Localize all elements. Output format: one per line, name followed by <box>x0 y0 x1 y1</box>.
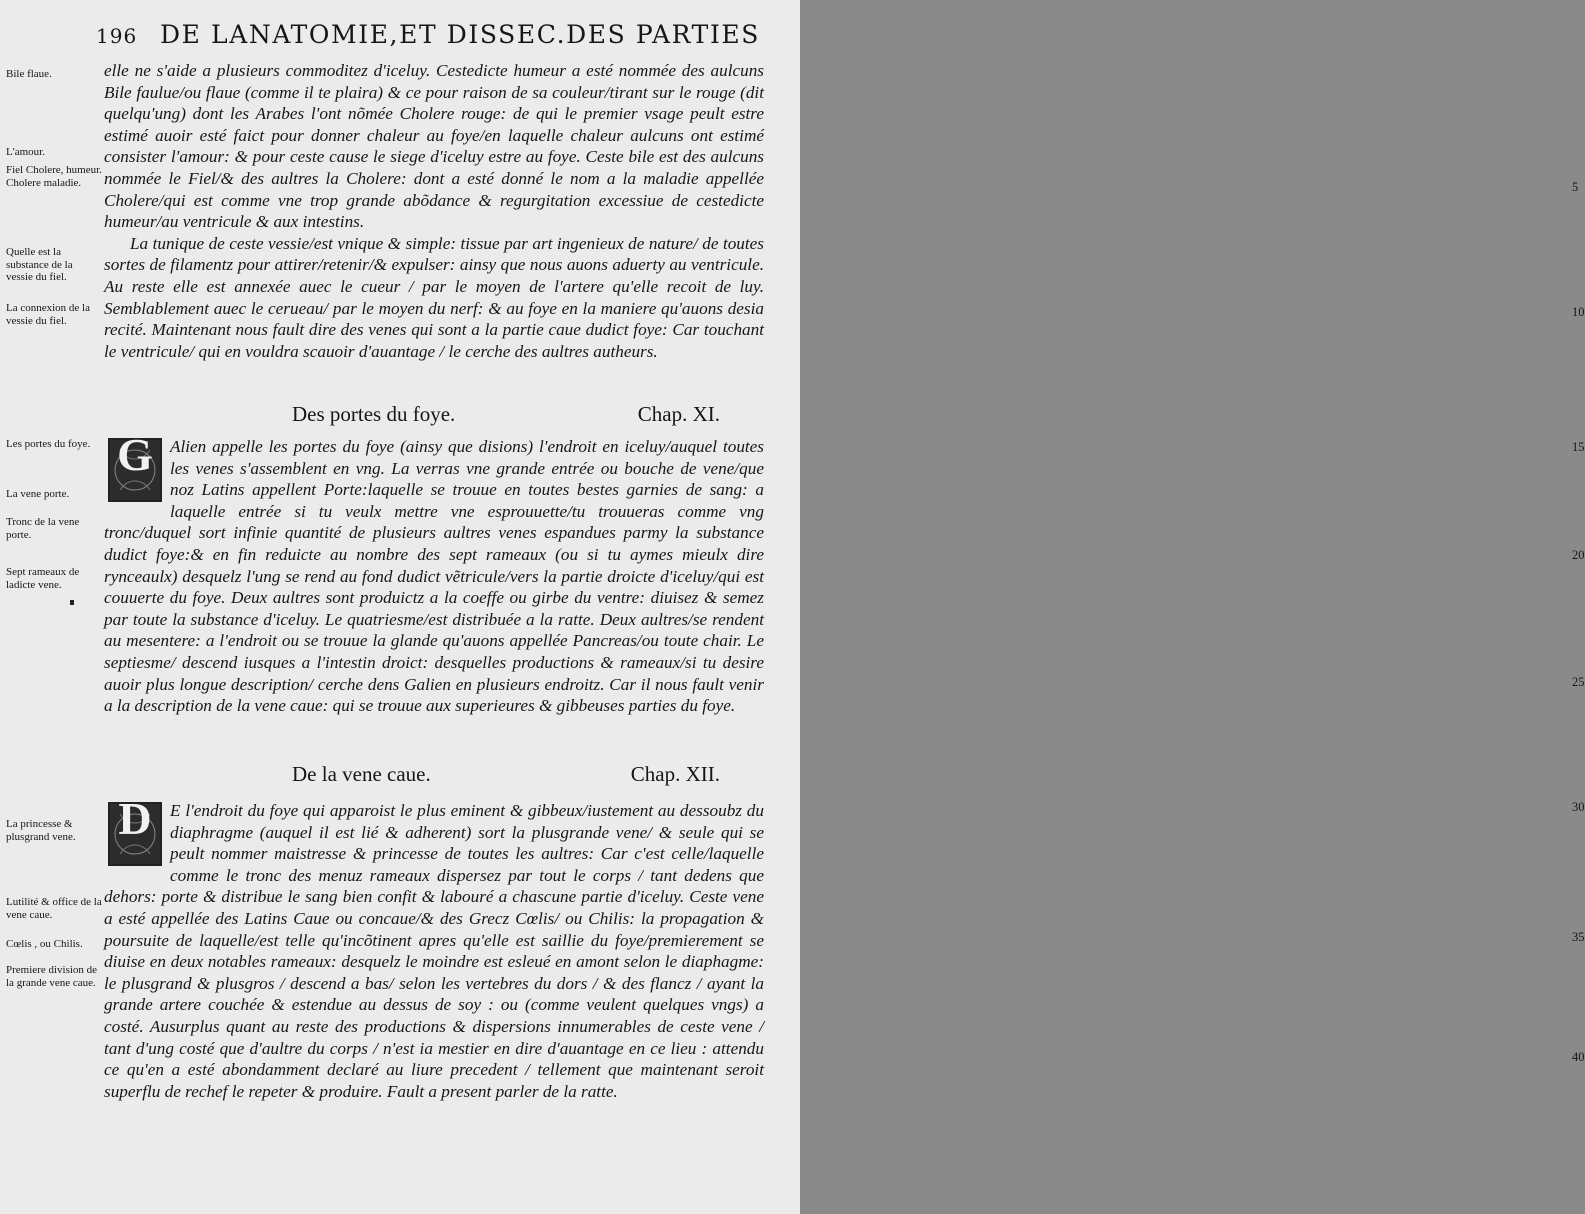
chapter-12-heading <box>104 762 764 788</box>
margin-note: Bile flaue. <box>6 68 52 80</box>
line-number: 25 <box>1572 675 1585 689</box>
margin-note: Premiere division de la grande vene caue. <box>6 964 98 989</box>
chapter-title: Des portes du foye. <box>292 402 456 426</box>
paragraph: La tunique de ceste vessie/est vnique & simple: tissue par art ingenieux de nature/ de toutes sortes de filamentz pour attirer/retenir/& expulser: ainsy que nous auons aduerty au ventricule. Au reste elle est annexée auec le cueur / par le moyen de l'artere qu'elle recoit de luy. Semblablement auec le cerueau/ par le moyen du nerf: & au foye en la maniere qu'auons desia recité. Maintenant nous fault dire des venes qui sont a la partie caue dudict foye: Car touchant le ventricule/ qui en vouldra scauoir d'auantage / le cerche des aultres autheurs. <box>104 233 764 361</box>
page-number: 196 <box>96 24 138 48</box>
line-number: 20 <box>1572 548 1585 562</box>
chapter-11-heading <box>104 402 764 428</box>
line-number: 15 <box>1572 440 1585 454</box>
margin-note: La vene porte. <box>6 488 70 500</box>
initial-letter: G <box>117 429 153 480</box>
initial-letter: D <box>118 793 152 844</box>
ink-speck <box>70 600 74 605</box>
line-number: 40 <box>1572 1050 1585 1064</box>
chapter-label: Chap. XII. <box>630 762 720 786</box>
line-number: 5 <box>1572 180 1579 194</box>
margin-note: Tronc de la vene porte. <box>6 516 80 541</box>
chapter-11-text <box>104 429 764 717</box>
intro-text <box>104 60 764 362</box>
chapter-12-text <box>104 793 764 1102</box>
margin-note: Sept rameaux de ladicte vene. <box>6 566 80 591</box>
running-title: DE LANATOMIE,ET DISSEC.DES PARTIES <box>160 20 760 49</box>
margin-note: Lutilité & office de la vene caue. <box>6 896 102 921</box>
page-header <box>96 18 786 52</box>
decorated-initial-g <box>108 429 162 502</box>
margin-note: Les portes du foye. <box>6 438 91 450</box>
chapter-label: Chap. XI. <box>637 402 720 426</box>
line-number: 30 <box>1572 800 1585 814</box>
chapter-title: De la vene caue. <box>292 762 431 786</box>
margin-note: Fiel Cholere, humeur. Cholere maladie. <box>6 164 102 189</box>
margin-note: La connexion de la vessie du fiel. <box>6 302 90 327</box>
margin-note: Cœlis , ou Chilis. <box>6 938 83 950</box>
margin-note: Quelle est la substance de la vessie du fiel. <box>6 246 73 283</box>
paragraph: E l'endroit du foye qui apparoist le plus eminent & gibbeux/iustement au dessoubz du diaphragme (auquel il est lié & adherent) sort la plusgrande vene/ & seule qui se peult nommer maistresse & princesse de toutes les aultres: Car c'est celle/laquelle comme le tronc des menuz rameaux dispersez par tout le corps / tant dedens que dehors: porte & distribue le sang bien confit & labouré a chascune partie d'iceluy. Ceste vene a esté appellée des Latins Caue ou concaue/& des Grecz Cœlis/ ou Chilis: la propagation & poursuite de laquelle/est telle qu'incõtinent apres qu'elle est saillie du foye/premierement se diuise en deux notables rameaux: desquelz le moindre est esleué en amont selon le diaphagme: le plusgrand & plusgros / descend a bas/ selon les vertebres du dors / & des flancz / ayant la grande artere couchée & estendue au dessus de soy : ou (comme veulent quelques vngs) a costé. Ausurplus quant au reste des productions & dispersions innumerables de ceste vene / tant d'ung costé que d'aultre du corps / n'est ia mestier en dire d'auantage en ce lieu : attendu ce qu'en a esté abondamment declaré au liure precedent / tellement que maintenant seroit superflu de rechef le repeter & produire. Fault a present parler de la ratte. <box>104 801 764 1101</box>
paragraph: Alien appelle les portes du foye (ainsy que disions) l'endroit en iceluy/auquel toutes les venes s'assemblent en vng. La verras vne grande entrée ou bouche de vene/que noz Latins appellent Porte:laquelle se trouue en toutes bestes garnies de sang: a laquelle entrée si tu veulx mettre vne esprouuette/tu trouueras comme vng tronc/duquel sort infinie quantité de plusieurs aultres venes espandues parmy la substance dudict foye:& en fin reduicte au nombre des sept rameaux (ou si tu aymes mieulx dire rynceaulx) desquelz l'ung se rend au fond dudict vẽtricule/vers la partie droicte d'iceluy/qui est couuerte du foye. Deux aultres sont produictz a la coeffe ou girbe du ventre: diuisez & semez par toute la substance d'iceluy. Le quatriesme/est distribuée a la ratte. Deux aultres/se rendent au mesentere: a l'endroit ou se trouue la glande qu'auons appellée Pancreas/ou toute chair. Le septiesme/ descend iusques a l'intestin droict: desquelles productions & rameaux/si tu desire auoir plus longue description/ cerche dens Galien en plusieurs endroitz. Car il nous fault venir a la description de la vene caue: qui se trouue aux superieures & gibbeuses parties du foye. <box>104 437 764 716</box>
line-number: 10 <box>1572 305 1585 319</box>
margin-note: L'amour. <box>6 146 45 158</box>
margin-note: La princesse & plusgrand vene. <box>6 818 76 843</box>
line-number: 35 <box>1572 930 1585 944</box>
decorated-initial-d <box>108 793 162 866</box>
paragraph: elle ne s'aide a plusieurs commoditez d'iceluy. Cestedicte humeur a esté nommée des aulcuns Bile faulue/ou flaue (comme il te plaira) & ce pour raison de sa couleur/tirant sur le rouge (dit quelqu'ung) dont les Arabes l'ont nõmée Cholere rouge: de qui le premier vsage peult estre estimé auoir esté faict pour donner chaleur au foye/en laquelle chaleur aulcuns ont estimé consister l'amour: & pour ceste cause le siege d'iceluy estre au foye. Ceste bile est des aulcuns nommée le Fiel/& des aultres la Cholere: dont a esté donné le nom a la maladie appellée Cholere/qui est comme vne trop grande abõdance & regurgitation excessiue de cestedicte humeur/au ventricule & aux intestins. <box>104 61 764 232</box>
